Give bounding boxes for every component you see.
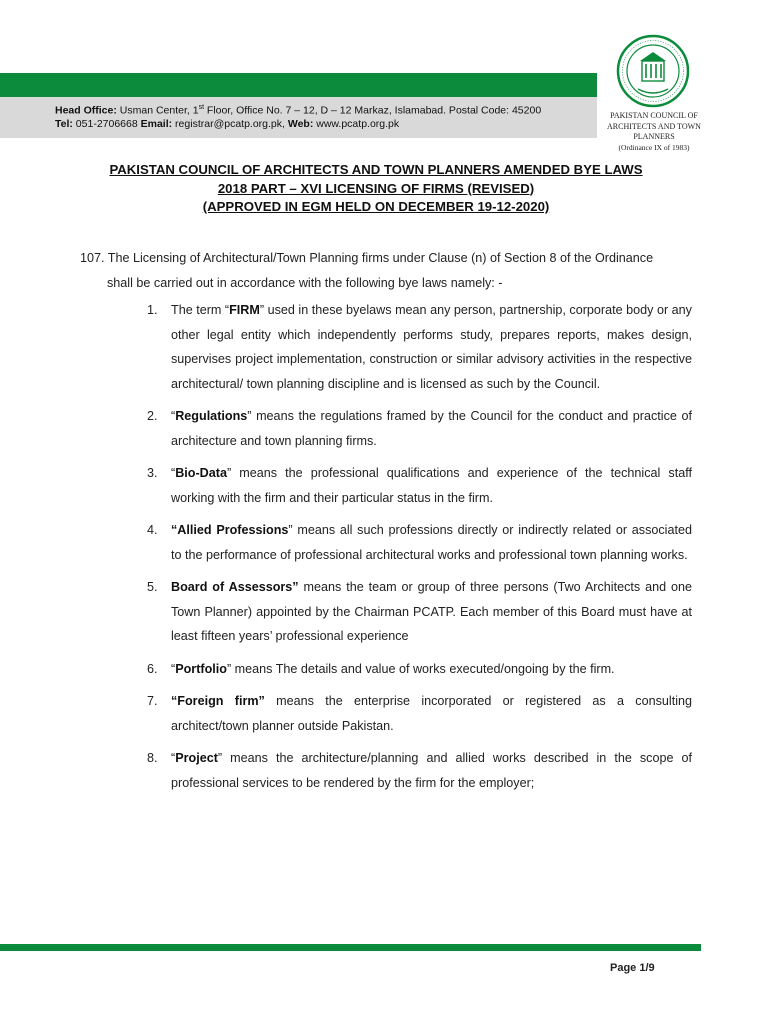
email-label: Email: [140,118,173,130]
item-number: 6. [147,661,158,676]
item-number: 2. [147,409,158,423]
web-value: www.pcatp.org.pk [313,118,400,130]
head-office-sup: st [198,104,205,111]
list-item [147,746,692,795]
item-term: “Allied Professions [171,523,289,537]
item-term: Bio-Data [175,466,227,480]
item-text-pre: “ [171,751,176,765]
title-line1: PAKISTAN COUNCIL OF ARCHITECTS AND TOWN PLANNERS AMENDED BYE LAWS [109,162,643,177]
contact-info-line [55,118,399,130]
title-line2: 2018 PART – XVI LICENSING OF FIRMS (REVISED) [217,180,535,196]
item-term: Board of Assessors” [171,580,299,594]
list-item [147,404,692,453]
item-number: 7. [147,694,158,708]
item-text-pre: “ [171,466,176,480]
head-office-text: Usman Center, 1 [116,104,199,117]
item-text-pre: “ [171,409,176,423]
intro-line1: 107. The Licensing of Architectural/Town Planning firms under Clause (n) of Section 8 of the Ordinance [80,251,654,265]
item-text-pre: “ [171,661,176,676]
pcatp-logo-icon [616,34,690,108]
item-text-pre: The term “ [171,303,230,317]
org-caption-line3: PLANNERS [633,132,675,141]
head-office-label: Head Office: [55,104,117,117]
item-term: Portfolio [175,661,227,676]
list-item [147,518,692,567]
tel-value: 051-2706668 [72,118,141,130]
org-caption-line1: PAKISTAN COUNCIL OF [610,111,698,120]
item-term: Regulations [175,409,248,423]
definitions-list [147,298,692,803]
org-caption [596,111,712,153]
item-number: 3. [147,466,158,480]
list-item [147,689,692,738]
item-term: Project [175,751,218,765]
list-item [147,461,692,510]
list-item [147,657,692,682]
item-text: ” means the regulations framed by the Council for the conduct and practice of architecture and town planning firms. [171,409,692,448]
item-text: means the enterprise incorporated or registered as a consulting architect/town planner outside Pakistan. [171,694,692,733]
header-green-bar [0,73,597,97]
page-number: Page 1/9 [610,962,655,974]
item-term: FIRM [229,303,260,317]
item-number: 8. [147,751,158,765]
org-caption-line2: ARCHITECTS AND TOWN [607,121,701,131]
head-office-text-post: Floor, Office No. 7 – 12, D – 12 Markaz, Islamabad. Postal Code: 45200 [204,104,542,117]
web-label: Web: [287,118,314,130]
head-office-line [55,104,541,117]
org-ordinance: (Ordinance IX of 1983) [618,142,690,152]
item-text: ” used in these byelaws mean any person, partnership, corporate body or any other legal entity which independently performs study, prepares reports, makes design, supervises project implementation, construction or similar advisory activities in the respective architectural/ town planning discipline and is licensed as such by the Council. [171,303,692,391]
item-number: 5. [147,580,158,594]
email-value: registrar@pcatp.org.pk, [172,118,288,130]
item-term: “Foreign firm” [171,694,265,708]
footer-green-bar [0,944,701,951]
item-text: ” means the architecture/planning and allied works described in the scope of professional services to be rendered by the firm for the employer; [171,751,692,790]
list-item [147,575,692,649]
item-number: 4. [147,523,158,537]
item-text: ” means The details and value of works executed/ongoing by the firm. [226,661,615,676]
intro-paragraph [80,246,692,295]
item-text: means the team or group of three persons (Two Architects and one Town Planner) appointed by the Chairman PCATP. Each member of this Board must have at least fifteen years’ professional experience [171,580,692,643]
item-text: ” means all such professions directly or indirectly related or associated to the performance of professional architectural works and professional town planning works. [171,523,692,562]
title-line3: (APPROVED IN EGM HELD ON DECEMBER 19-12-2020) [202,199,550,214]
tel-label: Tel: [55,118,73,130]
document-title [40,161,712,217]
list-item [147,298,692,396]
item-number: 1. [147,303,158,317]
intro-line2: shall be carried out in accordance with the following bye laws namely: - [107,275,503,290]
item-text: ” means the professional qualifications and experience of the technical staff working with the firm and their particular status in the firm. [171,466,692,505]
